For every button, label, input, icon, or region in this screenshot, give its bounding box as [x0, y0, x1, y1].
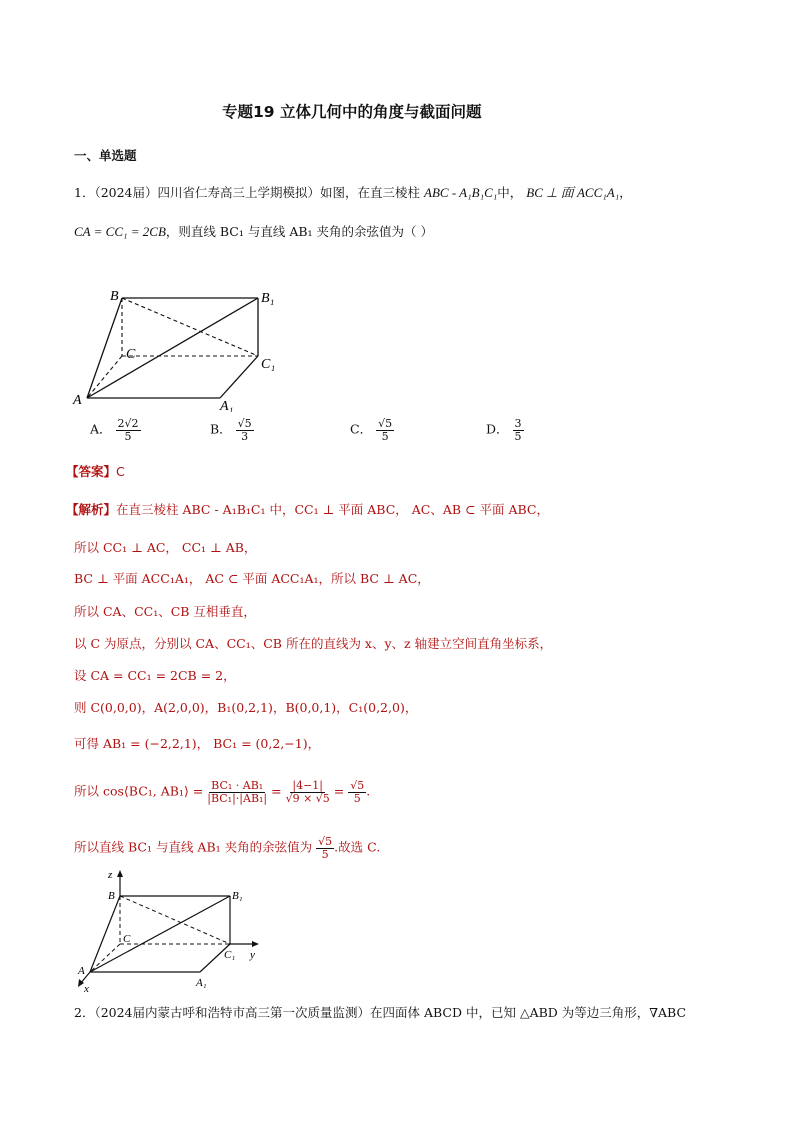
label-B: B	[108, 890, 115, 902]
analysis-line-2: 所以 CC₁ ⊥ AC， CC₁ ⊥ AB，	[74, 540, 257, 555]
label-C: C	[123, 933, 131, 945]
question-stem-b: 中，	[497, 185, 523, 200]
perp-condition: BC ⊥ 面 ACC₁A₁	[526, 185, 620, 200]
choice-fraction	[116, 418, 141, 442]
label-C1: C₁	[261, 357, 276, 372]
label-A: A	[78, 965, 85, 977]
frac-num: BC₁ · AB₁	[211, 779, 264, 792]
frac-num: |4−1|	[292, 779, 323, 792]
question-1-line-1: 1．（2024届）四川省仁寿高三上学期模拟）如图，在直三棱柱 ABC - A₁B₁C₁中， BC ⊥ 面 ACC₁A₁，	[74, 185, 632, 200]
choice-letter: A．	[90, 421, 112, 437]
analysis-text: 在直三棱柱 ABC - A₁B₁C₁ 中，CC₁ ⊥ 平面 ABC， AC、AB ⊂ 平面 ABC，	[116, 502, 549, 517]
question-2-line-1: 2．（2024届内蒙古呼和浩特市高三第一次质量监测）在四面体 ABCD 中，已知 △ABD 为等边三角形，∇ABC	[74, 1005, 687, 1020]
axis-z-label: z	[108, 869, 113, 881]
cos-fraction-1	[207, 780, 267, 804]
choice-fraction	[376, 418, 394, 442]
choice-a[interactable]	[90, 418, 141, 442]
cos-prefix: 所以 cos⟨BC₁, AB₁⟩ =	[74, 783, 204, 799]
page-title: 专题19 立体几何中的角度与截面问题	[222, 103, 482, 121]
label-A1: A₁	[220, 399, 234, 412]
analysis-tag: 【解析】	[66, 502, 117, 517]
length-condition: CA = CC₁ = 2CB	[74, 224, 166, 239]
answer-tag: 【答案】	[66, 464, 117, 479]
axis-x-label: x	[84, 983, 89, 995]
frac-num: √5	[318, 835, 333, 848]
question-ask: ，则直线 BC₁ 与直线 AB₁ 夹角的余弦值为（ ）	[165, 224, 433, 239]
analysis-line-5: 以 C 为原点，分别以 CA、CC₁、CB 所在的直线为 x、y、z 轴建立空间直角坐标系，	[74, 636, 553, 651]
choice-fraction	[513, 418, 524, 442]
conclusion-prefix: 所以直线 BC₁ 与直线 AB₁ 夹角的余弦值为	[74, 839, 313, 855]
coordinate-figure	[70, 866, 270, 996]
label-C1: C₁	[224, 949, 236, 961]
cos-fraction-3	[348, 780, 366, 804]
cos-fraction-2	[286, 780, 330, 804]
section-heading: 一、单选题	[74, 148, 137, 163]
choice-fraction	[236, 418, 254, 442]
prism-name: ABC - A₁B₁C₁	[424, 185, 498, 200]
analysis-line-6: 设 CA = CC₁ = 2CB = 2，	[74, 668, 236, 683]
label-B1: B₁	[232, 890, 243, 902]
frac-den: 5	[514, 429, 522, 443]
axis-y-label: y	[250, 949, 255, 961]
analysis-line-1	[66, 500, 549, 518]
answer-line	[66, 462, 125, 480]
frac-num: 2√2	[117, 417, 139, 430]
label-C: C	[126, 347, 136, 362]
analysis-line-7: 则 C(0,0,0)，A(2,0,0)，B₁(0,2,1)，B(0,0,1)，C₁(0,2,0)，	[74, 700, 418, 715]
frac-num: √5	[378, 417, 393, 430]
label-A1: A₁	[196, 977, 207, 989]
analysis-line-9: 所以 cos⟨BC₁, AB₁⟩ = $\frac{\text{BC₁ · AB₁}}{\text{|BC₁|·|AB₁|}}$ = $\frac{|4-1|}{√9 \times √5}$ = $\frac{√5}{5}$ .	[74, 779, 371, 805]
frac-den: |BC₁|·|AB₁|	[207, 791, 268, 805]
question-1-line-2	[74, 222, 433, 240]
analysis-line-3: BC ⊥ 平面 ACC₁A₁， AC ⊂ 平面 ACC₁A₁，所以 BC ⊥ AC，	[74, 571, 430, 586]
choice-letter: D．	[486, 421, 509, 437]
choice-letter: B．	[210, 421, 232, 437]
analysis-line-10	[74, 836, 380, 860]
frac-den: 5	[353, 791, 361, 805]
prism-figure	[70, 282, 290, 412]
frac-num: 3	[514, 417, 522, 430]
choice-d[interactable]	[486, 418, 524, 442]
choice-letter: C．	[350, 421, 373, 437]
choice-c[interactable]	[350, 418, 394, 442]
frac-den: √9 × √5	[285, 791, 330, 805]
choice-b[interactable]	[210, 418, 254, 442]
frac-num: √5	[237, 417, 252, 430]
label-A: A	[73, 393, 82, 408]
question-number: 1．	[74, 185, 95, 200]
label-B1: B₁	[261, 291, 275, 306]
answer-value: C	[116, 464, 125, 479]
analysis-line-4: 所以 CA、CC₁、CB 互相垂直，	[74, 604, 256, 619]
frac-den: 3	[241, 429, 249, 443]
conclusion-suffix: .故选 C.	[334, 839, 381, 855]
question-stem: 如图，在直三棱柱	[320, 185, 421, 200]
frac-num: √5	[350, 779, 365, 792]
analysis-line-8: 可得 AB₁ = (−2,2,1)， BC₁ = (0,2,−1)，	[74, 736, 321, 751]
label-B: B	[110, 289, 119, 304]
frac-den: 5	[124, 429, 132, 443]
frac-den: 5	[321, 847, 329, 861]
question-source: （2024届）四川省仁寿高三上学期模拟）	[94, 185, 321, 200]
frac-den: 5	[381, 429, 389, 443]
conclusion-fraction	[316, 836, 334, 860]
